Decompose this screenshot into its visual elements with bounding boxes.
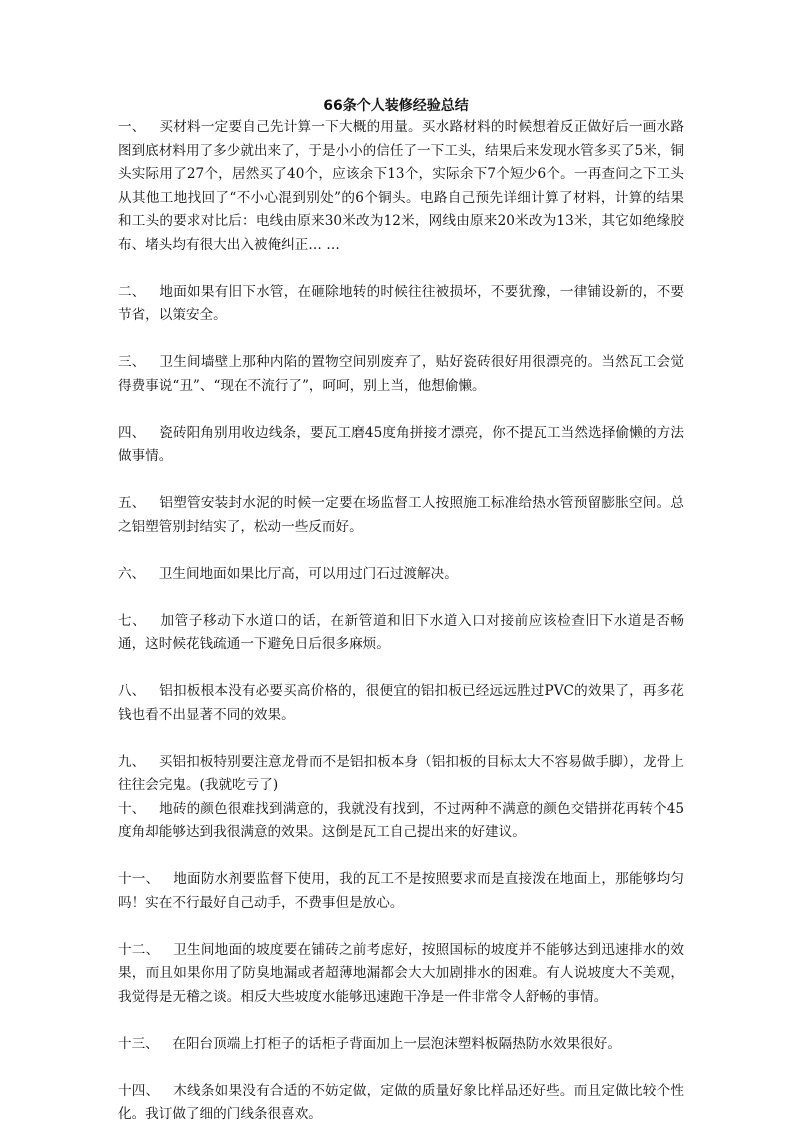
item-text: 铝扣板根本没有必要买高价格的，很便宜的铝扣板已经远远胜过PVC的效果了，再多花钱也看不出显著不同的效果。 bbox=[118, 683, 684, 723]
item-number: 十三、 bbox=[118, 1035, 159, 1052]
list-item bbox=[118, 798, 684, 845]
item-text: 买铝扣板特别要注意龙骨而不是铝扣板本身（铝扣板的目标太大不容易做手脚），龙骨上往往会完鬼。(我就吃亏了) bbox=[118, 753, 684, 793]
item-text: 铝塑管安装封水泥的时候一定要在场监督工人按照施工标准给热水管预留膨胀空间。总之铝塑管别封结实了，松动一些反而好。 bbox=[118, 495, 685, 535]
list-item bbox=[118, 1033, 684, 1057]
item-text: 卫生间地面的坡度要在铺砖之前考虑好，按照国标的坡度并不能够达到迅速排水的效果，而且如果你用了防臭地漏或者超薄地漏都会大大加剧排水的困难。有人说坡度大不美观，我觉得是无稽之谈。相反大些坡度水能够迅速跑干净是一件非常令人舒畅的事情。 bbox=[118, 941, 685, 1005]
item-number: 十二、 bbox=[118, 941, 160, 958]
item-number: 四、 bbox=[118, 424, 146, 441]
list-item bbox=[118, 1080, 684, 1127]
item-text: 买材料一定要自己先计算一下大概的用量。买水路材料的时候想着反正做好后一画水路图到底材料用了多少就出来了，于是小小的信任了一下工头，结果后来发现水管多买了5米，铜头实际用了27个，居然买了40个，应该余下13个，实际余下7个短少6个。一再查问之下工头从其他工地找回了“不小心混到别处”的6个铜头。电路自己预先详细计算了材料，计算的结果和工头的要求对比后：电线由原来30米改为12米，网线由原来20米改为13米，其它如绝缘胶布、堵头均有很大出入被俺纠正… … bbox=[118, 119, 685, 253]
item-number: 十一、 bbox=[118, 871, 160, 887]
item-text: 地面如果有旧下水管，在砸除地转的时候往往被损坏，不要犹豫，一律铺设新的，不要节省，以策安全。 bbox=[118, 283, 685, 323]
list-item bbox=[118, 563, 684, 587]
item-text: 地面防水剂要监督下使用，我的瓦工不是按照要求而是直接泼在地面上，那能够均匀吗！实在不行最好自己动手，不费事但是放心。 bbox=[118, 871, 685, 911]
list-item bbox=[118, 422, 684, 469]
list-item bbox=[118, 351, 684, 398]
item-text: 瓷砖阳角别用收边线条，要瓦工磨45度角拼接才漂亮，你不提瓦工当然选择偷懒的方法做事情。 bbox=[118, 424, 685, 464]
list-item bbox=[118, 751, 684, 798]
item-number: 三、 bbox=[118, 354, 146, 370]
list-item bbox=[118, 492, 684, 539]
item-number: 八、 bbox=[118, 683, 146, 699]
list-item bbox=[118, 680, 684, 727]
item-text: 地砖的颜色很难找到满意的，我就没有找到，不过两种不满意的颜色交错拼花再转个45度角却能够达到我很满意的效果。这倒是瓦工自己提出来的好建议。 bbox=[118, 800, 685, 840]
item-text: 木线条如果没有合适的不妨定做，定做的质量好象比样品还好些。而且定做比较个性化。我订做了细的门线条很喜欢。 bbox=[118, 1082, 685, 1122]
item-number: 七、 bbox=[118, 612, 147, 629]
item-number: 十、 bbox=[118, 800, 146, 817]
item-text: 卫生间墙壁上那种内陷的置物空间别废弃了，贴好瓷砖很好用很漂亮的。当然瓦工会觉得费事说“丑”、“现在不流行了”，呵呵，别上当，他想偷懒。 bbox=[118, 354, 685, 394]
item-text: 在阳台顶端上打柜子的话柜子背面加上一层泡沫塑料板隔热防水效果很好。 bbox=[172, 1035, 621, 1052]
document-page bbox=[118, 96, 684, 1127]
item-text: 卫生间地面如果比厅高，可以用过门石过渡解决。 bbox=[158, 565, 458, 582]
list-item bbox=[118, 610, 684, 657]
item-number: 二、 bbox=[118, 283, 146, 300]
item-number: 十四、 bbox=[118, 1082, 160, 1099]
list-item bbox=[118, 868, 684, 915]
item-text: 加管子移动下水道口的话，在新管道和旧下水道入口对接前应该检查旧下水道是否畅通，这时候花钱疏通一下避免日后很多麻烦。 bbox=[118, 612, 685, 652]
list-item bbox=[118, 939, 684, 1010]
document-title: 66条个人装修经验总结 bbox=[323, 98, 469, 114]
item-number: 一、 bbox=[118, 119, 146, 135]
list-item bbox=[118, 116, 684, 257]
item-number: 九、 bbox=[118, 753, 146, 770]
item-number: 六、 bbox=[118, 565, 146, 582]
item-number: 五、 bbox=[118, 495, 146, 511]
list-item bbox=[118, 281, 684, 328]
